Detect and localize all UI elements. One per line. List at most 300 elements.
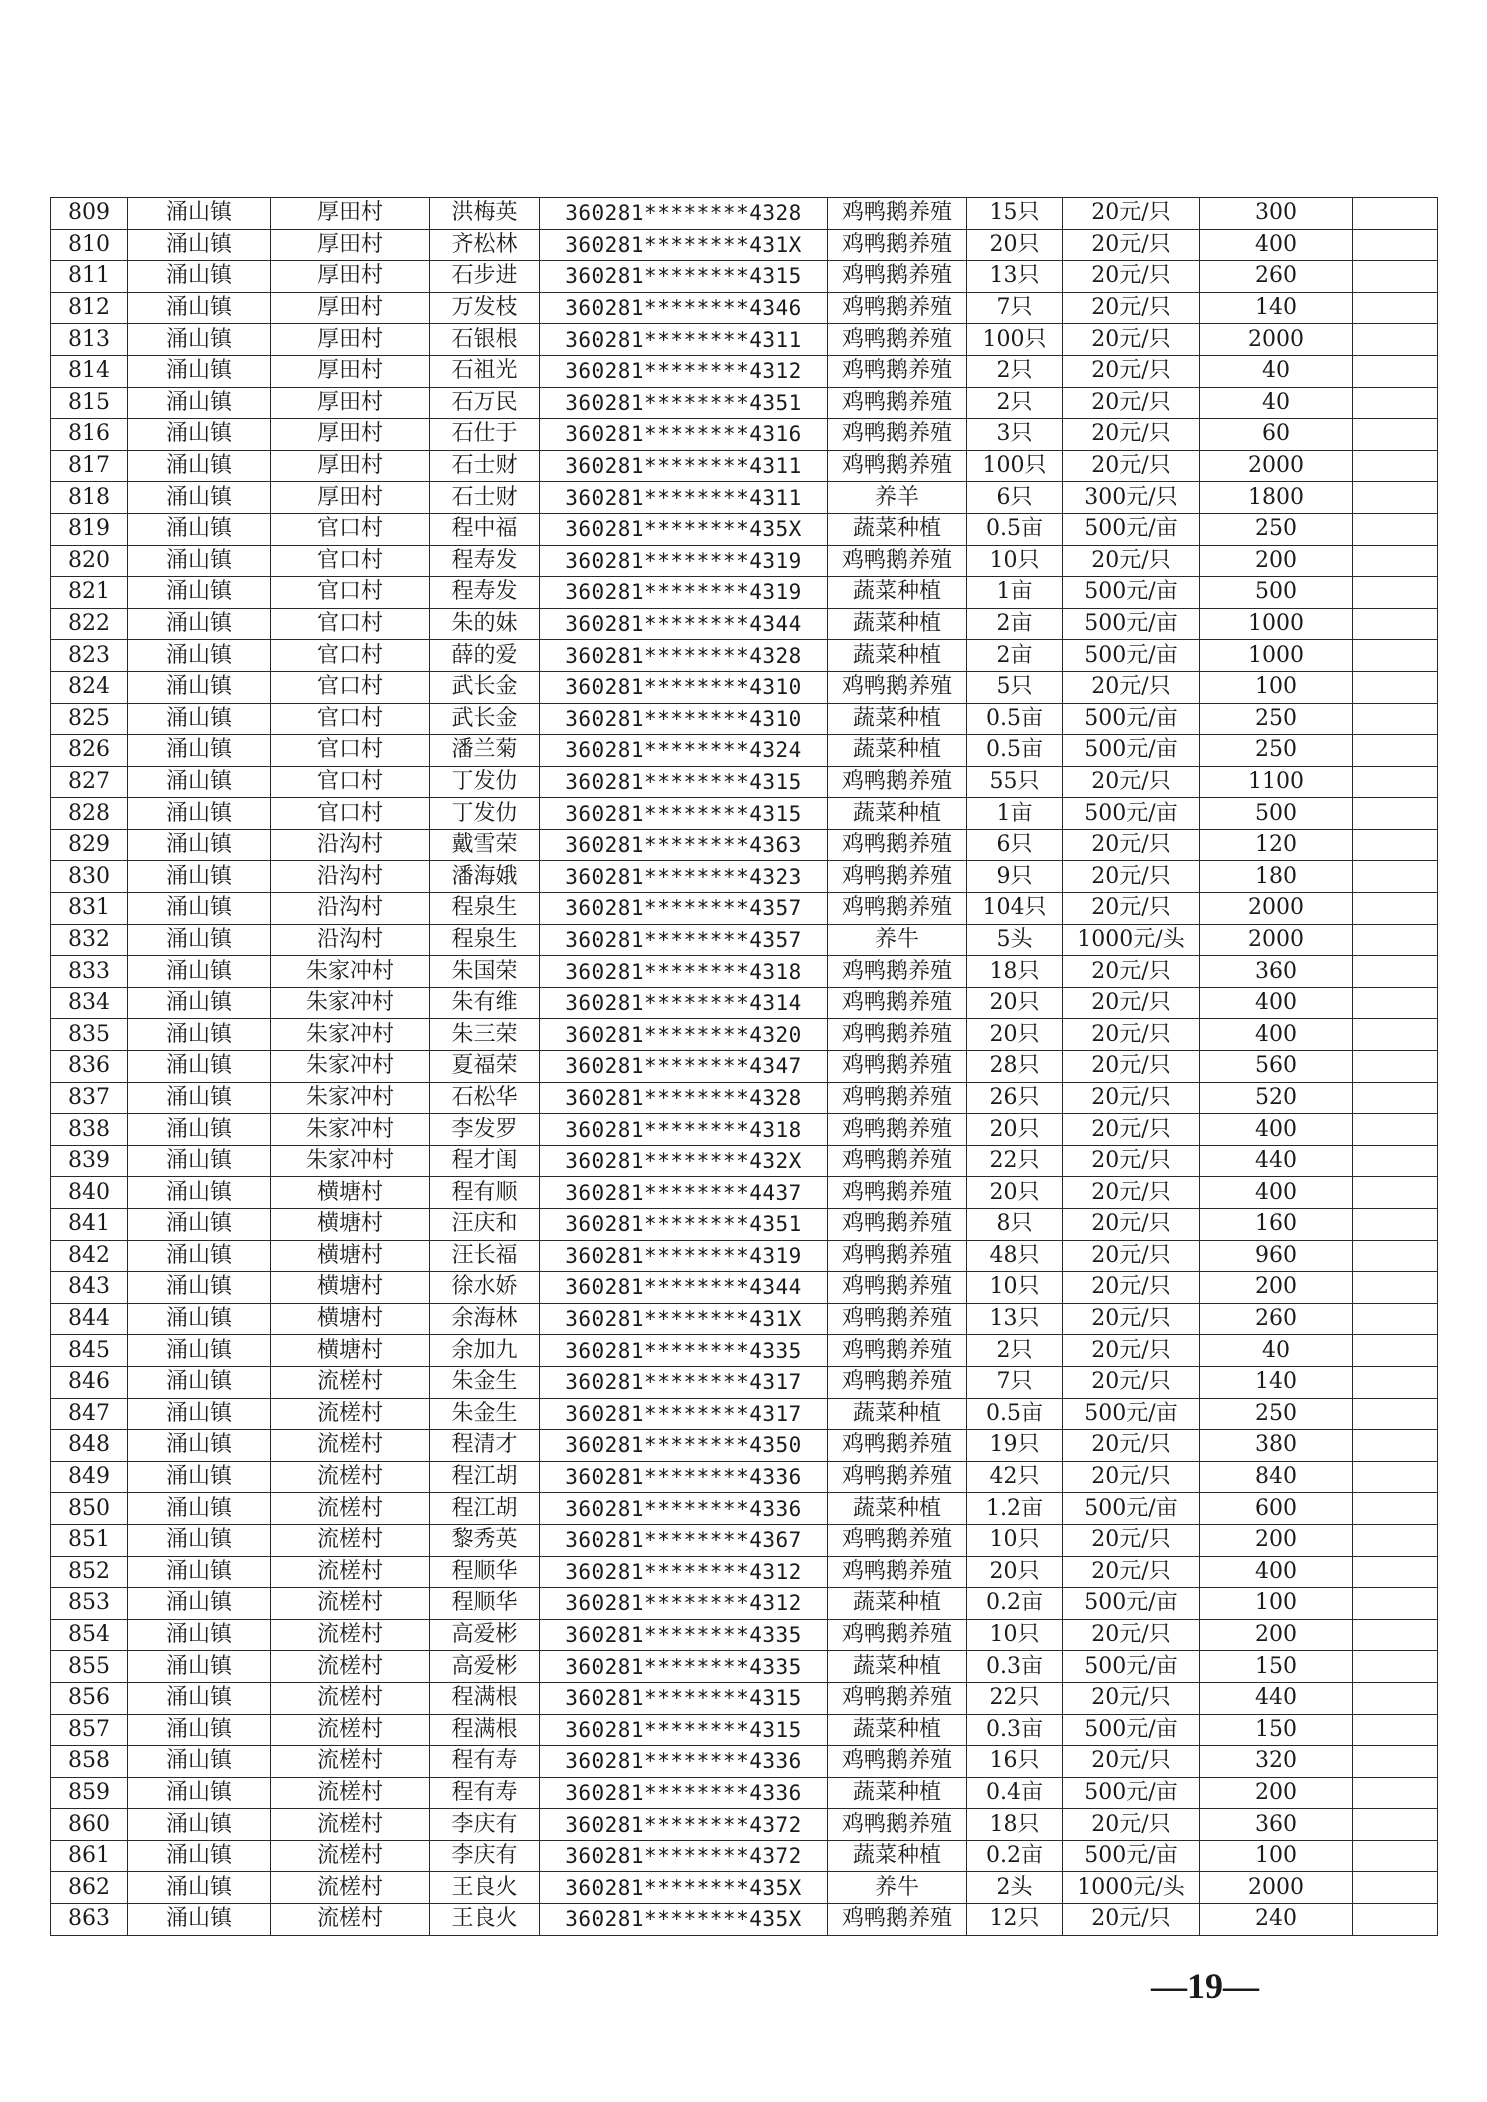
cell-remark (1353, 1430, 1438, 1462)
cell-id-number: 360281********4312 (540, 1556, 828, 1588)
cell-unit-price: 500元/亩 (1063, 1398, 1200, 1430)
cell-town: 涌山镇 (128, 1145, 271, 1177)
cell-id-number: 360281********4347 (540, 1051, 828, 1083)
cell-amount: 1800 (1200, 482, 1353, 514)
cell-unit-price: 500元/亩 (1063, 1493, 1200, 1525)
cell-town: 涌山镇 (128, 1114, 271, 1146)
cell-quantity: 0.2亩 (967, 1588, 1063, 1620)
cell-id-number: 360281********435X (540, 1872, 828, 1904)
table-row (51, 1777, 1438, 1809)
cell-row-no: 813 (51, 324, 128, 356)
cell-town: 涌山镇 (128, 1651, 271, 1683)
cell-town: 涌山镇 (128, 798, 271, 830)
cell-id-number: 360281********4328 (540, 640, 828, 672)
cell-amount: 400 (1200, 1556, 1353, 1588)
cell-amount: 250 (1200, 513, 1353, 545)
cell-name: 程清才 (430, 1430, 540, 1462)
cell-remark (1353, 1398, 1438, 1430)
cell-village: 厚田村 (271, 419, 430, 451)
cell-village: 朱家冲村 (271, 956, 430, 988)
cell-village: 朱家冲村 (271, 987, 430, 1019)
cell-remark (1353, 671, 1438, 703)
table-row (51, 1430, 1438, 1462)
cell-town: 涌山镇 (128, 229, 271, 261)
cell-unit-price: 20元/只 (1063, 1809, 1200, 1841)
cell-village: 流槎村 (271, 1398, 430, 1430)
cell-unit-price: 500元/亩 (1063, 640, 1200, 672)
cell-amount: 600 (1200, 1493, 1353, 1525)
cell-id-number: 360281********4344 (540, 1272, 828, 1304)
cell-town: 涌山镇 (128, 1904, 271, 1936)
cell-remark (1353, 545, 1438, 577)
cell-id-number: 360281********4335 (540, 1619, 828, 1651)
cell-project: 养牛 (828, 1872, 967, 1904)
cell-amount: 2000 (1200, 924, 1353, 956)
cell-town: 涌山镇 (128, 261, 271, 293)
cell-unit-price: 500元/亩 (1063, 1777, 1200, 1809)
cell-town: 涌山镇 (128, 640, 271, 672)
cell-unit-price: 20元/只 (1063, 1051, 1200, 1083)
table-row (51, 292, 1438, 324)
table-row (51, 798, 1438, 830)
cell-remark (1353, 893, 1438, 925)
cell-project: 鸡鸭鹅养殖 (828, 324, 967, 356)
cell-town: 涌山镇 (128, 419, 271, 451)
cell-quantity: 20只 (967, 1019, 1063, 1051)
cell-name: 万发枝 (430, 292, 540, 324)
cell-amount: 100 (1200, 1840, 1353, 1872)
cell-remark (1353, 198, 1438, 230)
cell-unit-price: 20元/只 (1063, 766, 1200, 798)
cell-unit-price: 1000元/头 (1063, 1872, 1200, 1904)
cell-remark (1353, 1777, 1438, 1809)
cell-name: 丁发仂 (430, 766, 540, 798)
cell-town: 涌山镇 (128, 1714, 271, 1746)
cell-name: 李庆有 (430, 1840, 540, 1872)
cell-unit-price: 500元/亩 (1063, 608, 1200, 640)
cell-town: 涌山镇 (128, 577, 271, 609)
cell-village: 横塘村 (271, 1209, 430, 1241)
cell-amount: 520 (1200, 1082, 1353, 1114)
cell-unit-price: 20元/只 (1063, 1145, 1200, 1177)
cell-village: 朱家冲村 (271, 1114, 430, 1146)
cell-quantity: 5头 (967, 924, 1063, 956)
cell-town: 涌山镇 (128, 1398, 271, 1430)
cell-row-no: 812 (51, 292, 128, 324)
cell-id-number: 360281********4319 (540, 577, 828, 609)
cell-village: 官口村 (271, 640, 430, 672)
cell-unit-price: 20元/只 (1063, 292, 1200, 324)
cell-project: 鸡鸭鹅养殖 (828, 1019, 967, 1051)
cell-row-no: 823 (51, 640, 128, 672)
cell-village: 沿沟村 (271, 861, 430, 893)
cell-quantity: 26只 (967, 1082, 1063, 1114)
table-row (51, 1303, 1438, 1335)
cell-town: 涌山镇 (128, 198, 271, 230)
table-row (51, 1145, 1438, 1177)
cell-amount: 250 (1200, 735, 1353, 767)
cell-id-number: 360281********4351 (540, 387, 828, 419)
cell-amount: 1000 (1200, 608, 1353, 640)
cell-row-no: 819 (51, 513, 128, 545)
cell-id-number: 360281********4318 (540, 1114, 828, 1146)
cell-row-no: 825 (51, 703, 128, 735)
cell-remark (1353, 1651, 1438, 1683)
cell-village: 朱家冲村 (271, 1082, 430, 1114)
cell-project: 蔬菜种植 (828, 1714, 967, 1746)
cell-name: 汪庆和 (430, 1209, 540, 1241)
cell-amount: 250 (1200, 703, 1353, 735)
cell-row-no: 831 (51, 893, 128, 925)
cell-id-number: 360281********4320 (540, 1019, 828, 1051)
cell-row-no: 809 (51, 198, 128, 230)
cell-amount: 250 (1200, 1398, 1353, 1430)
cell-quantity: 10只 (967, 1524, 1063, 1556)
cell-name: 洪梅英 (430, 198, 540, 230)
cell-name: 夏福荣 (430, 1051, 540, 1083)
cell-town: 涌山镇 (128, 1082, 271, 1114)
cell-town: 涌山镇 (128, 1177, 271, 1209)
cell-amount: 960 (1200, 1240, 1353, 1272)
cell-village: 官口村 (271, 766, 430, 798)
cell-project: 蔬菜种植 (828, 1493, 967, 1525)
cell-project: 鸡鸭鹅养殖 (828, 292, 967, 324)
table-row (51, 1209, 1438, 1241)
cell-name: 程满根 (430, 1714, 540, 1746)
cell-project: 蔬菜种植 (828, 798, 967, 830)
cell-town: 涌山镇 (128, 1272, 271, 1304)
cell-row-no: 816 (51, 419, 128, 451)
cell-amount: 2000 (1200, 324, 1353, 356)
cell-id-number: 360281********4344 (540, 608, 828, 640)
cell-quantity: 0.5亩 (967, 1398, 1063, 1430)
cell-id-number: 360281********4312 (540, 355, 828, 387)
cell-row-no: 855 (51, 1651, 128, 1683)
cell-amount: 40 (1200, 387, 1353, 419)
cell-project: 鸡鸭鹅养殖 (828, 893, 967, 925)
cell-row-no: 849 (51, 1461, 128, 1493)
cell-id-number: 360281********4335 (540, 1651, 828, 1683)
cell-name: 余加九 (430, 1335, 540, 1367)
cell-name: 薛的爱 (430, 640, 540, 672)
cell-village: 官口村 (271, 703, 430, 735)
cell-id-number: 360281********4314 (540, 987, 828, 1019)
table-row (51, 956, 1438, 988)
cell-project: 蔬菜种植 (828, 1840, 967, 1872)
cell-quantity: 7只 (967, 292, 1063, 324)
cell-amount: 150 (1200, 1651, 1353, 1683)
cell-row-no: 859 (51, 1777, 128, 1809)
cell-row-no: 851 (51, 1524, 128, 1556)
cell-village: 朱家冲村 (271, 1051, 430, 1083)
cell-remark (1353, 1556, 1438, 1588)
cell-town: 涌山镇 (128, 1777, 271, 1809)
cell-remark (1353, 1082, 1438, 1114)
cell-remark (1353, 261, 1438, 293)
cell-name: 高爱彬 (430, 1651, 540, 1683)
cell-id-number: 360281********4350 (540, 1430, 828, 1462)
cell-unit-price: 500元/亩 (1063, 1588, 1200, 1620)
subsidy-table (50, 197, 1438, 1936)
table-row (51, 355, 1438, 387)
cell-remark (1353, 798, 1438, 830)
cell-amount: 320 (1200, 1746, 1353, 1778)
cell-amount: 360 (1200, 1809, 1353, 1841)
cell-quantity: 28只 (967, 1051, 1063, 1083)
cell-remark (1353, 1019, 1438, 1051)
cell-project: 鸡鸭鹅养殖 (828, 1461, 967, 1493)
cell-remark (1353, 829, 1438, 861)
cell-amount: 400 (1200, 987, 1353, 1019)
cell-amount: 400 (1200, 229, 1353, 261)
cell-quantity: 48只 (967, 1240, 1063, 1272)
cell-town: 涌山镇 (128, 1303, 271, 1335)
cell-name: 朱的妹 (430, 608, 540, 640)
cell-project: 鸡鸭鹅养殖 (828, 1682, 967, 1714)
cell-name: 朱金生 (430, 1398, 540, 1430)
cell-quantity: 8只 (967, 1209, 1063, 1241)
cell-project: 鸡鸭鹅养殖 (828, 1746, 967, 1778)
cell-town: 涌山镇 (128, 1524, 271, 1556)
cell-quantity: 0.2亩 (967, 1840, 1063, 1872)
cell-row-no: 827 (51, 766, 128, 798)
cell-village: 沿沟村 (271, 893, 430, 925)
cell-name: 程江胡 (430, 1493, 540, 1525)
cell-amount: 1100 (1200, 766, 1353, 798)
cell-id-number: 360281********4311 (540, 450, 828, 482)
cell-remark (1353, 387, 1438, 419)
cell-amount: 440 (1200, 1145, 1353, 1177)
cell-quantity: 1亩 (967, 798, 1063, 830)
cell-village: 官口村 (271, 671, 430, 703)
cell-unit-price: 20元/只 (1063, 1619, 1200, 1651)
cell-name: 李发罗 (430, 1114, 540, 1146)
cell-village: 横塘村 (271, 1335, 430, 1367)
cell-village: 流槎村 (271, 1619, 430, 1651)
cell-row-no: 828 (51, 798, 128, 830)
cell-row-no: 839 (51, 1145, 128, 1177)
table-row (51, 766, 1438, 798)
cell-amount: 260 (1200, 1303, 1353, 1335)
cell-project: 鸡鸭鹅养殖 (828, 1619, 967, 1651)
cell-unit-price: 20元/只 (1063, 324, 1200, 356)
table-row (51, 1019, 1438, 1051)
cell-remark (1353, 1619, 1438, 1651)
cell-town: 涌山镇 (128, 1556, 271, 1588)
cell-quantity: 10只 (967, 545, 1063, 577)
cell-project: 鸡鸭鹅养殖 (828, 766, 967, 798)
cell-town: 涌山镇 (128, 703, 271, 735)
table-row (51, 229, 1438, 261)
cell-id-number: 360281********4315 (540, 1714, 828, 1746)
cell-unit-price: 300元/只 (1063, 482, 1200, 514)
cell-quantity: 9只 (967, 861, 1063, 893)
cell-town: 涌山镇 (128, 1019, 271, 1051)
table-row (51, 1714, 1438, 1746)
cell-remark (1353, 1303, 1438, 1335)
cell-project: 蔬菜种植 (828, 513, 967, 545)
cell-quantity: 2只 (967, 355, 1063, 387)
cell-name: 程有寿 (430, 1746, 540, 1778)
cell-id-number: 360281********431X (540, 229, 828, 261)
table-row (51, 1335, 1438, 1367)
table-row (51, 829, 1438, 861)
cell-amount: 500 (1200, 798, 1353, 830)
cell-unit-price: 20元/只 (1063, 987, 1200, 1019)
cell-quantity: 0.5亩 (967, 703, 1063, 735)
cell-quantity: 16只 (967, 1746, 1063, 1778)
cell-project: 蔬菜种植 (828, 1588, 967, 1620)
cell-remark (1353, 419, 1438, 451)
cell-name: 程满根 (430, 1682, 540, 1714)
cell-village: 流槎村 (271, 1461, 430, 1493)
cell-remark (1353, 577, 1438, 609)
cell-town: 涌山镇 (128, 1746, 271, 1778)
cell-town: 涌山镇 (128, 1682, 271, 1714)
cell-quantity: 18只 (967, 1809, 1063, 1841)
cell-name: 丁发仂 (430, 798, 540, 830)
table-row (51, 1840, 1438, 1872)
cell-amount: 240 (1200, 1904, 1353, 1936)
table-row (51, 1177, 1438, 1209)
cell-town: 涌山镇 (128, 1493, 271, 1525)
table-row (51, 1746, 1438, 1778)
cell-project: 鸡鸭鹅养殖 (828, 861, 967, 893)
cell-unit-price: 20元/只 (1063, 1682, 1200, 1714)
cell-name: 李庆有 (430, 1809, 540, 1841)
cell-village: 流槎村 (271, 1840, 430, 1872)
cell-amount: 200 (1200, 1272, 1353, 1304)
cell-name: 朱金生 (430, 1366, 540, 1398)
cell-name: 程才闺 (430, 1145, 540, 1177)
cell-remark (1353, 1524, 1438, 1556)
cell-remark (1353, 640, 1438, 672)
cell-project: 鸡鸭鹅养殖 (828, 1209, 967, 1241)
cell-village: 流槎村 (271, 1588, 430, 1620)
table-row (51, 1366, 1438, 1398)
cell-town: 涌山镇 (128, 1809, 271, 1841)
cell-village: 流槎村 (271, 1872, 430, 1904)
cell-village: 官口村 (271, 608, 430, 640)
table-row (51, 1872, 1438, 1904)
cell-quantity: 22只 (967, 1145, 1063, 1177)
cell-project: 鸡鸭鹅养殖 (828, 1272, 967, 1304)
cell-quantity: 0.3亩 (967, 1714, 1063, 1746)
cell-row-no: 832 (51, 924, 128, 956)
cell-id-number: 360281********4317 (540, 1398, 828, 1430)
cell-project: 养牛 (828, 924, 967, 956)
cell-town: 涌山镇 (128, 1240, 271, 1272)
cell-amount: 150 (1200, 1714, 1353, 1746)
cell-row-no: 840 (51, 1177, 128, 1209)
cell-id-number: 360281********435X (540, 513, 828, 545)
cell-row-no: 838 (51, 1114, 128, 1146)
cell-quantity: 13只 (967, 1303, 1063, 1335)
cell-id-number: 360281********4315 (540, 766, 828, 798)
cell-row-no: 822 (51, 608, 128, 640)
table-row (51, 1556, 1438, 1588)
cell-amount: 1000 (1200, 640, 1353, 672)
cell-project: 鸡鸭鹅养殖 (828, 387, 967, 419)
cell-name: 朱三荣 (430, 1019, 540, 1051)
table-row (51, 861, 1438, 893)
cell-quantity: 10只 (967, 1619, 1063, 1651)
cell-village: 厚田村 (271, 198, 430, 230)
cell-town: 涌山镇 (128, 608, 271, 640)
cell-row-no: 843 (51, 1272, 128, 1304)
cell-quantity: 6只 (967, 829, 1063, 861)
cell-row-no: 845 (51, 1335, 128, 1367)
cell-amount: 100 (1200, 671, 1353, 703)
cell-remark (1353, 1588, 1438, 1620)
cell-row-no: 860 (51, 1809, 128, 1841)
cell-town: 涌山镇 (128, 513, 271, 545)
cell-quantity: 15只 (967, 198, 1063, 230)
table-row (51, 1272, 1438, 1304)
cell-quantity: 0.4亩 (967, 1777, 1063, 1809)
cell-row-no: 854 (51, 1619, 128, 1651)
cell-remark (1353, 1272, 1438, 1304)
table-row (51, 1240, 1438, 1272)
cell-row-no: 821 (51, 577, 128, 609)
cell-unit-price: 20元/只 (1063, 1209, 1200, 1241)
cell-project: 鸡鸭鹅养殖 (828, 1366, 967, 1398)
cell-quantity: 6只 (967, 482, 1063, 514)
table-row (51, 987, 1438, 1019)
table-row (51, 1082, 1438, 1114)
cell-amount: 440 (1200, 1682, 1353, 1714)
cell-name: 石仕于 (430, 419, 540, 451)
cell-unit-price: 20元/只 (1063, 419, 1200, 451)
cell-quantity: 100只 (967, 450, 1063, 482)
cell-unit-price: 500元/亩 (1063, 1714, 1200, 1746)
cell-quantity: 20只 (967, 229, 1063, 261)
page-number: —19— (1151, 1966, 1259, 2006)
cell-id-number: 360281********4315 (540, 798, 828, 830)
table-row (51, 671, 1438, 703)
cell-remark (1353, 1145, 1438, 1177)
cell-amount: 200 (1200, 1619, 1353, 1651)
cell-project: 鸡鸭鹅养殖 (828, 1904, 967, 1936)
cell-project: 鸡鸭鹅养殖 (828, 198, 967, 230)
cell-name: 石步进 (430, 261, 540, 293)
cell-unit-price: 20元/只 (1063, 1272, 1200, 1304)
cell-name: 程顺华 (430, 1588, 540, 1620)
cell-unit-price: 20元/只 (1063, 198, 1200, 230)
table-row (51, 1651, 1438, 1683)
cell-town: 涌山镇 (128, 1209, 271, 1241)
cell-row-no: 861 (51, 1840, 128, 1872)
cell-project: 鸡鸭鹅养殖 (828, 1082, 967, 1114)
cell-remark (1353, 1177, 1438, 1209)
cell-village: 厚田村 (271, 292, 430, 324)
table-row (51, 1524, 1438, 1556)
cell-unit-price: 500元/亩 (1063, 798, 1200, 830)
cell-quantity: 1.2亩 (967, 1493, 1063, 1525)
cell-village: 流槎村 (271, 1430, 430, 1462)
cell-amount: 260 (1200, 261, 1353, 293)
cell-town: 涌山镇 (128, 766, 271, 798)
cell-row-no: 856 (51, 1682, 128, 1714)
cell-village: 流槎村 (271, 1809, 430, 1841)
cell-name: 程寿发 (430, 545, 540, 577)
cell-project: 鸡鸭鹅养殖 (828, 229, 967, 261)
cell-amount: 200 (1200, 1524, 1353, 1556)
cell-name: 石银根 (430, 324, 540, 356)
cell-name: 石士财 (430, 450, 540, 482)
cell-unit-price: 20元/只 (1063, 1240, 1200, 1272)
cell-village: 流槎村 (271, 1777, 430, 1809)
